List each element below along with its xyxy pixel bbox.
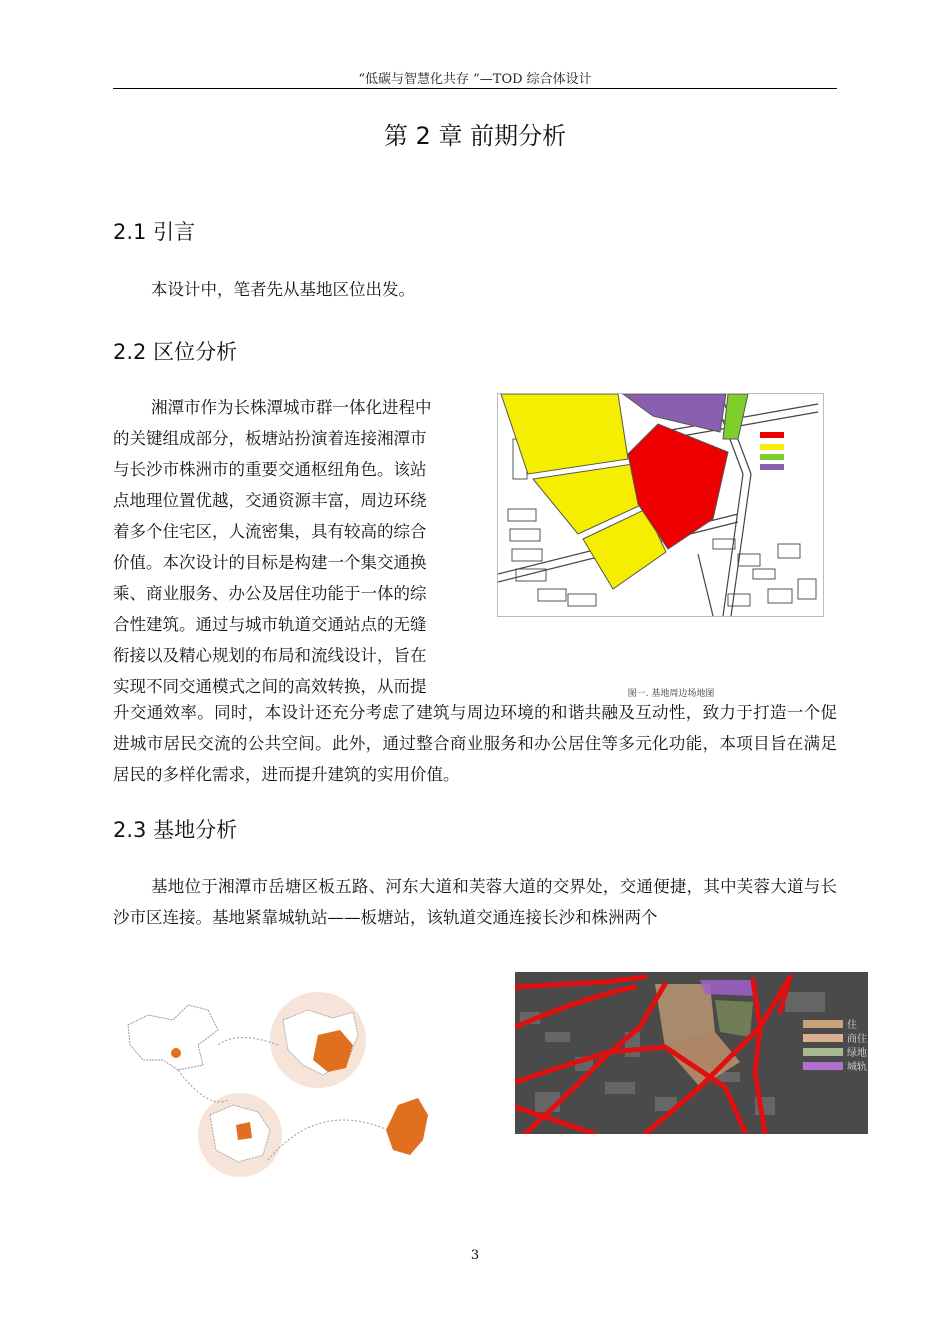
site-paragraph: 基地位于湘潭市岳塘区板五路、河东大道和芙蓉大道的交界处，交通便捷，其中芙蓉大道与长沙市区连接。基地紧靠城轨站——板塘站，该轨道交通连接长沙和株洲两个 (113, 877, 837, 927)
location-paragraph-wrapped (113, 392, 485, 702)
aerial-map-drawing (515, 972, 868, 1134)
site-map-figure (497, 393, 824, 617)
text-line: 着多个住宅区，人流密集，具有较高的综合 (113, 522, 427, 541)
text-line: 的关键组成部分，板塘站扮演着连接湘潭市 (113, 429, 427, 448)
text-line: 点地理位置优越，交通资源丰富，周边环绕 (113, 491, 427, 510)
section-heading-site: 2.3 基地分析 (113, 818, 238, 842)
page-number: 3 (470, 1248, 480, 1263)
aerial-map-figure (515, 972, 868, 1134)
text-line: 与长沙市株洲市的重要交通枢纽角色。该站 (113, 460, 427, 479)
text-line: 价值。本次设计的目标是构建一个集交通换 (113, 553, 427, 572)
section-heading-intro: 2.1 引言 (113, 220, 196, 244)
figure-caption: 图一. 基地周边场地图 (627, 689, 715, 699)
chapter-title: 第 2 章 前期分析 (383, 122, 567, 150)
aerial-legend-label: 绿地 (847, 1048, 867, 1059)
parcel-residential-1 (501, 394, 628, 474)
location-paragraph-continued: 升交通效率。同时，本设计还充分考虑了建筑与周边环境的和谐共融及互动性，致力于打造一个促进城市居民交流的公共空间。此外，通过整合商业服务和办公居住等多元化功能，本项目旨在满足居民的多样化需求，进而提升建筑的实用价值。 (113, 703, 837, 784)
text-line: 衔接以及精心规划的布局和流线设计，旨在 (113, 646, 427, 665)
intro-paragraph: 本设计中，笔者先从基地区位出发。 (151, 280, 415, 299)
aerial-parcel-rail (700, 980, 757, 996)
header-rule (113, 88, 837, 89)
aerial-legend-label: 城轨 (847, 1062, 867, 1073)
aerial-parcel-green (715, 1000, 753, 1037)
text-line: 乘、商业服务、办公及居住功能于一体的综 (113, 584, 427, 603)
text-line: 湘潭市作为长株潭城市群一体化进程中 (151, 398, 432, 417)
aerial-legend-label: 商住 (847, 1034, 867, 1045)
text-line: 实现不同交通模式之间的高效转换，从而提 (113, 677, 427, 696)
aerial-legend-label: 住 (847, 1020, 857, 1031)
site-map-drawing (498, 394, 823, 616)
section-heading-location: 2.2 区位分析 (113, 340, 238, 364)
text-line: 合性建筑。通过与城市轨道交通站点的无缝 (113, 615, 427, 634)
running-header: “低碳与智慧化共存 ”—TOD 综合体设计 (358, 72, 592, 87)
location-maps-figure (118, 990, 463, 1180)
location-maps-drawing (118, 990, 463, 1180)
parcel-rail (623, 394, 726, 432)
